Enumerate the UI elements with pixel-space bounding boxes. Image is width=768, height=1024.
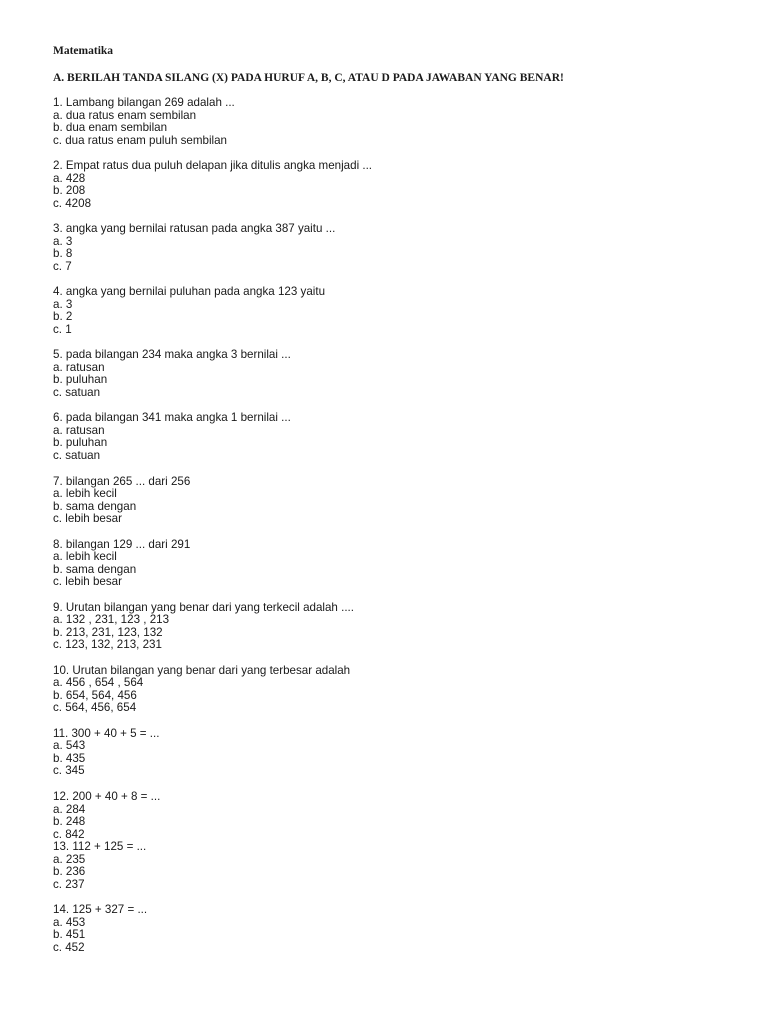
answer-option: c. 7 [53, 259, 72, 273]
answer-option: b. 213, 231, 123, 132 [53, 625, 163, 639]
answer-option: c. 345 [53, 764, 85, 778]
question-item [53, 286, 372, 336]
question-item [53, 791, 372, 841]
question-item [53, 476, 372, 526]
answer-option: b. puluhan [53, 436, 108, 450]
question-text: 11. 300 + 40 + 5 = ... [53, 726, 160, 740]
answer-option: c. lebih besar [53, 575, 122, 589]
question-text: 4. angka yang bernilai puluhan pada angka 123 yaitu [53, 285, 326, 299]
question-item [53, 728, 372, 778]
question-text: 10. Urutan bilangan yang benar dari yang terbesar adalah [53, 663, 351, 677]
section-instruction: A. BERILAH TANDA SILANG (X) PADA HURUF A, B, C, ATAU D PADA JAWABAN YANG BENAR! [53, 72, 564, 84]
question-text: 9. Urutan bilangan yang benar dari yang terkecil adalah .... [53, 600, 354, 614]
answer-option: a. 132 , 231, 123 , 213 [53, 613, 170, 627]
question-item [53, 539, 372, 589]
question-text: 7. bilangan 265 ... dari 256 [53, 474, 191, 488]
answer-option: b. 8 [53, 247, 73, 261]
question-text: 14. 125 + 327 = ... [53, 903, 148, 917]
answer-option: a. lebih kecil [53, 550, 117, 564]
answer-option: b. 435 [53, 751, 86, 765]
answer-option: b. sama dengan [53, 499, 137, 513]
answer-option: c. 842 [53, 827, 85, 841]
answer-option: c. 452 [53, 940, 85, 954]
answer-option: a. 456 , 654 , 564 [53, 676, 144, 690]
answer-option: b. 2 [53, 310, 73, 324]
answer-option: b. puluhan [53, 373, 108, 387]
answer-option: c. lebih besar [53, 512, 122, 526]
question-item [53, 602, 372, 652]
question-text: 13. 112 + 125 = ... [53, 840, 147, 854]
answer-option: a. 453 [53, 915, 86, 929]
answer-option: b. 654, 564, 456 [53, 688, 137, 702]
answer-option: a. 3 [53, 297, 73, 311]
answer-option: c. 1 [53, 322, 72, 336]
question-text: 12. 200 + 40 + 8 = ... [53, 790, 161, 804]
answer-option: a. 3 [53, 234, 73, 248]
question-item [53, 223, 372, 273]
question-text: 3. angka yang bernilai ratusan pada angka 387 yaitu ... [53, 222, 336, 236]
question-text: 1. Lambang bilangan 269 adalah ... [53, 96, 235, 109]
answer-option: a. dua ratus enam sembilan [53, 108, 197, 122]
document-title: Matematika [53, 45, 114, 57]
question-item [53, 160, 372, 210]
answer-option: a. 543 [53, 739, 86, 753]
question-item [53, 904, 372, 954]
question-text: 2. Empat ratus dua puluh delapan jika ditulis angka menjadi ... [53, 159, 373, 173]
question-item [53, 412, 372, 462]
answer-option: b. 451 [53, 928, 86, 942]
answer-option: c. 4208 [53, 196, 92, 210]
question-text: 6. pada bilangan 341 maka angka 1 bernilai ... [53, 411, 291, 425]
question-text: 8. bilangan 129 ... dari 291 [53, 537, 191, 551]
answer-option: b. sama dengan [53, 562, 137, 576]
answer-option: a. 428 [53, 171, 86, 185]
answer-option: c. satuan [53, 448, 101, 462]
answer-option: a. lebih kecil [53, 487, 117, 501]
question-item [53, 665, 372, 715]
answer-option: a. ratusan [53, 360, 105, 374]
answer-option: c. 564, 456, 654 [53, 701, 137, 715]
answer-option: c. satuan [53, 385, 101, 399]
answer-option: b. 236 [53, 865, 86, 879]
answer-option: b. dua enam sembilan [53, 121, 168, 134]
answer-option: c. 123, 132, 213, 231 [53, 638, 162, 652]
answer-option: c. 237 [53, 877, 85, 891]
answer-option: a. 235 [53, 852, 86, 866]
answer-option: b. 208 [53, 184, 86, 198]
answer-option: a. ratusan [53, 423, 105, 437]
question-text: 5. pada bilangan 234 maka angka 3 bernilai ... [53, 348, 291, 362]
answer-option: b. 248 [53, 815, 86, 829]
question-list [53, 97, 372, 954]
question-item [53, 97, 372, 147]
answer-option: c. dua ratus enam puluh sembilan [53, 133, 228, 147]
answer-option: a. 284 [53, 802, 86, 816]
question-item [53, 349, 372, 399]
question-item [53, 841, 372, 891]
